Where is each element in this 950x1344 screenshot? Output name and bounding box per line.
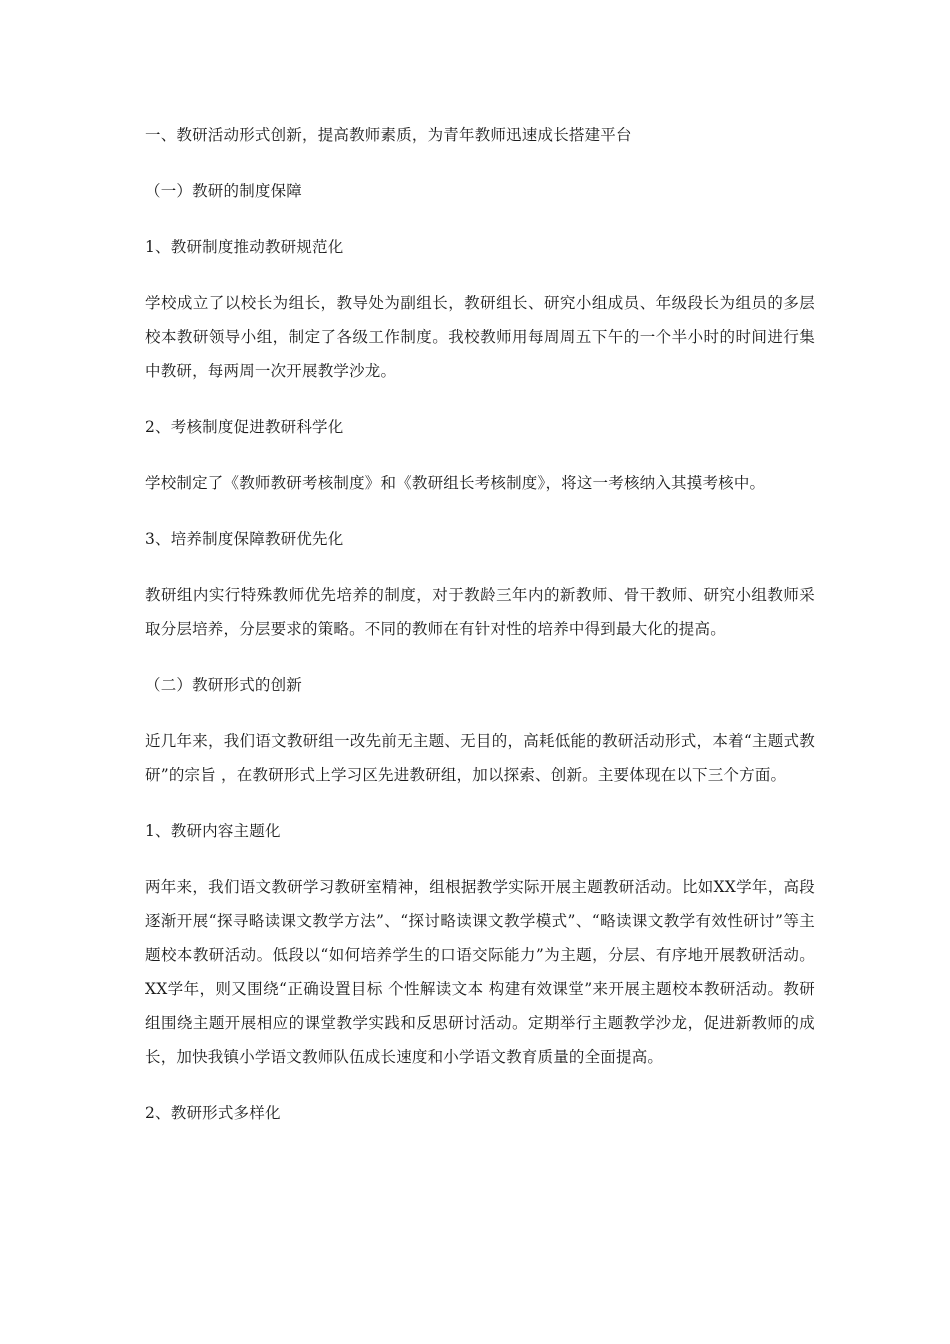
item-heading-2: 2、考核制度促进教研科学化	[145, 418, 344, 436]
body-paragraph-4: 近几年来，我们语文教研组一改先前无主题、无目的，高耗低能的教研活动形式，本着“主题式教研”的宗旨 ，在教研形式上学习区先进教研组，加以探索、创新。主要体现在以下三个方面。	[145, 732, 815, 784]
body-paragraph-5: 两年来，我们语文教研学习教研室精神，组根据教学实际开展主题教研活动。比如XX学年，高段逐渐开展“探寻略读课文教学方法”、“探讨略读课文教学模式”、“略读课文教学有效性研讨”等主题校本教研活动。低段以“如何培养学生的口语交际能力”为主题，分层、有序地开展教研活动。XX学年，则又围绕“正确设置目标 个性解读文本 构建有效课堂”来开展主题校本教研活动。教研组围绕主题开展相应的课堂教学实践和反思研讨活动。定期举行主题教学沙龙，促进新教师的成长，加快我镇小学语文教师队伍成长速度和小学语文教育质量的全面提高。	[145, 878, 815, 1066]
body-paragraph-1: 学校成立了以校长为组长，教导处为副组长，教研组长、研究小组成员、年级段长为组员的多层校本教研领导小组，制定了各级工作制度。我校教师用每周周五下午的一个半小时的时间进行集中教研，每两周一次开展教学沙龙。	[145, 294, 815, 380]
body-paragraph-2: 学校制定了《教师教研考核制度》和《教研组长考核制度》，将这一考核纳入其摸考核中。	[145, 474, 766, 492]
section-heading-1: 一、教研活动形式创新，提高教师素质，为青年教师迅速成长搭建平台	[145, 126, 632, 144]
item-heading-5: 2、教研形式多样化	[145, 1104, 281, 1122]
subsection-heading-1: （一）教研的制度保障	[145, 182, 303, 200]
body-paragraph-3: 教研组内实行特殊教师优先培养的制度，对于教龄三年内的新教师、骨干教师、研究小组教师采取分层培养，分层要求的策略。不同的教师在有针对性的培养中得到最大化的提高。	[145, 586, 815, 638]
item-heading-1: 1、教研制度推动教研规范化	[145, 238, 344, 256]
item-heading-4: 1、教研内容主题化	[145, 822, 281, 840]
item-heading-3: 3、培养制度保障教研优先化	[145, 530, 344, 548]
subsection-heading-2: （二）教研形式的创新	[145, 676, 303, 694]
document-body	[145, 118, 815, 1130]
